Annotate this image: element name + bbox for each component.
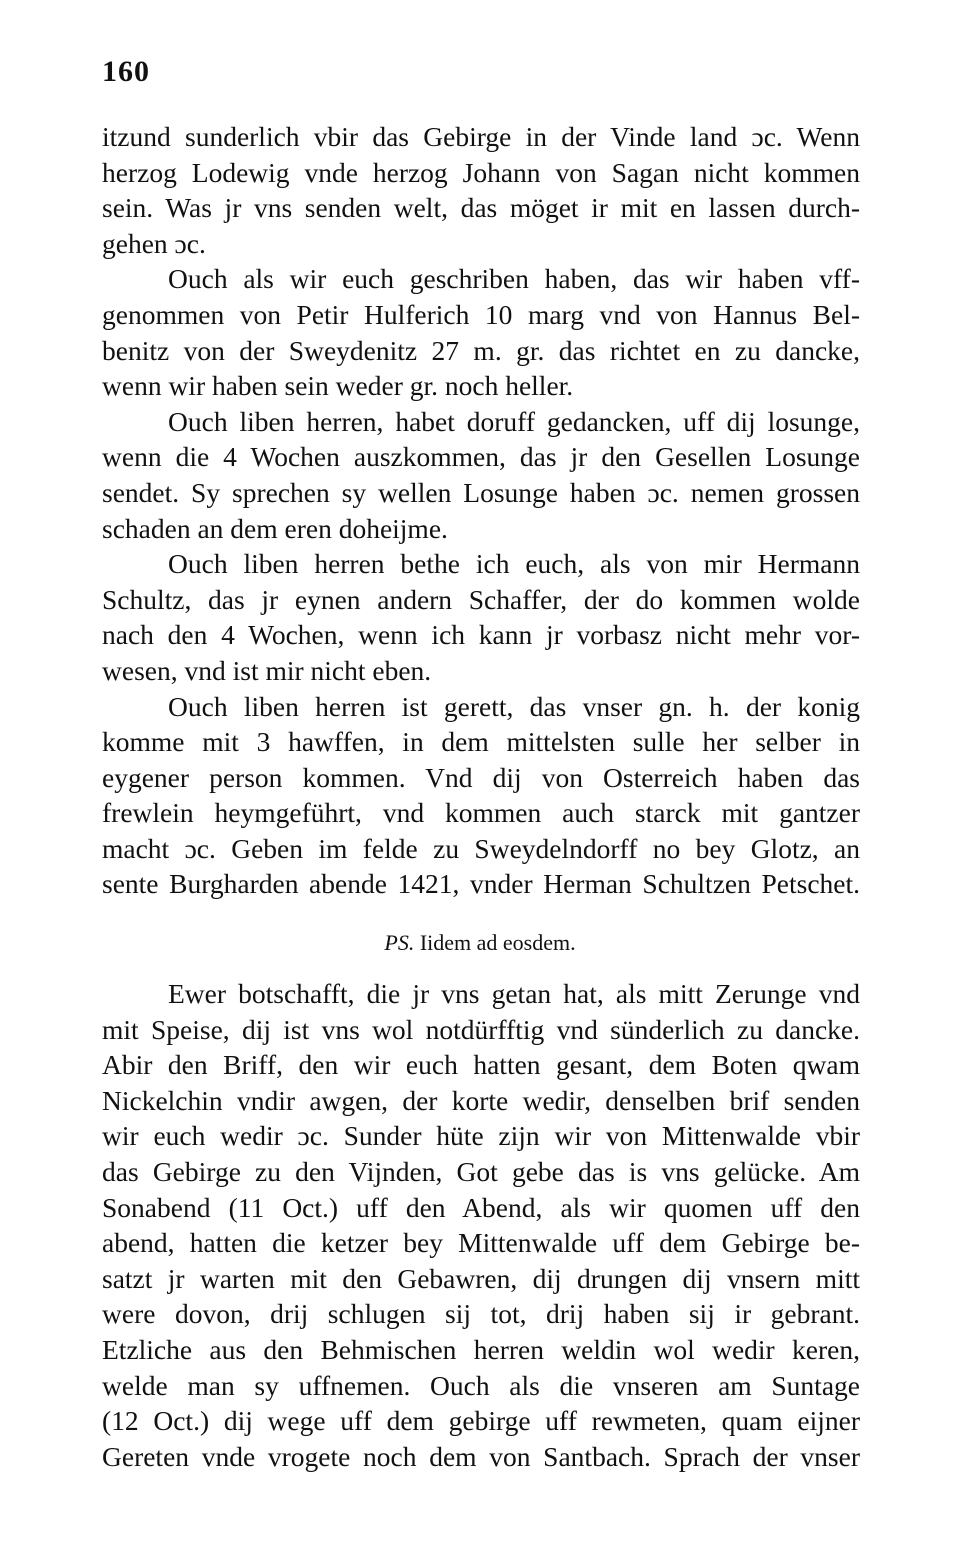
- text-line: Ouch liben herren ist gerett, das vnser gn. h. der konig: [168, 690, 860, 722]
- text-line: sendet. Sy sprechen sy wellen Losunge haben ɔc. nemen grossen: [102, 476, 860, 508]
- text-line: Schultz, das jr eynen andern Schaffer, der do kommen wolde: [102, 583, 860, 615]
- text-line: sente Burgharden abende 1421, vnder Herman Schultzen Petschet.: [102, 868, 860, 900]
- letter-body: [102, 119, 860, 902]
- text-line: gehen ɔc.: [102, 227, 206, 259]
- text-line: welde man sy uffnemen. Ouch als die vnseren am Suntage: [102, 1369, 860, 1401]
- text-line: frewlein heymgeführt, vnd kommen auch starck mit gantzer: [102, 797, 860, 829]
- text-line: Ouch als wir euch geschriben haben, das wir haben vff-: [168, 263, 860, 295]
- text-line: macht ɔc. Geben im felde zu Sweydelndorff no bey Glotz, an: [102, 832, 860, 864]
- text-line: eygener person kommen. Vnd dij von Osterreich haben das: [102, 761, 860, 793]
- text-line: itzund sunderlich vbir das Gebirge in der Vinde land ɔc. Wenn: [102, 121, 860, 152]
- text-line: Ouch liben herren bethe ich euch, als von mir Hermann: [168, 548, 860, 580]
- heading-ps: PS.: [384, 930, 415, 955]
- text-line: wesen, vnd ist mir nicht eben.: [102, 654, 432, 686]
- text-line: were dovon, drij schlugen sij tot, drij haben sij ir gebrant.: [102, 1298, 860, 1330]
- postscript-body: [102, 976, 860, 1474]
- text-line: sein. Was jr vns senden welt, das möget ir mit en lassen durch-: [102, 192, 860, 224]
- text-line: Ouch liben herren, habet doruff gedancken, uff dij losunge,: [168, 405, 860, 437]
- text-line: Abir den Briff, den wir euch hatten gesant, dem Boten qwam: [102, 1049, 860, 1081]
- text-line: wir euch wedir ɔc. Sunder hüte zijn wir von Mittenwalde vbir: [102, 1120, 860, 1152]
- text-line: benitz von der Sweydenitz 27 m. gr. das richtet en zu dancke,: [102, 334, 860, 366]
- text-line: (12 Oct.) dij wege uff dem gebirge uff rewmeten, quam eijner: [102, 1405, 860, 1437]
- text-line: das Gebirge zu den Vijnden, Got gebe das is vns gelücke. Am: [102, 1155, 860, 1187]
- text-line: herzog Lodewig vnde herzog Johann von Sagan nicht kommen: [102, 156, 860, 188]
- text-line: schaden an dem eren doheijme.: [102, 512, 448, 544]
- text-line: genommen von Petir Hulferich 10 marg vnd von Hannus Bel-: [102, 298, 860, 330]
- text-line: nach den 4 Wochen, wenn ich kann jr vorbasz nicht mehr vor-: [102, 619, 860, 651]
- page-number: 160: [102, 55, 150, 88]
- heading-title: Iidem ad eosdem.: [419, 930, 576, 955]
- text-line: satzt jr warten mit den Gebawren, dij drungen dij vnsern mitt: [102, 1262, 860, 1294]
- text-line: Sonabend (11 Oct.) uff den Abend, als wir quomen uff den: [102, 1191, 860, 1223]
- text-line: Nickelchin vndir awgen, der korte wedir, denselben brif senden: [102, 1084, 860, 1116]
- text-line: Etzliche aus den Behmischen herren weldin wol wedir keren,: [102, 1333, 860, 1365]
- text-line: Ewer botschafft, die jr vns getan hat, als mitt Zerunge vnd: [168, 978, 860, 1009]
- text-line: wenn die 4 Wochen auszkommen, das jr den Gesellen Losunge: [102, 441, 860, 473]
- section-heading: [0, 925, 960, 961]
- text-line: komme mit 3 hawffen, in dem mittelsten sulle her selber in: [102, 726, 860, 758]
- text-line: abend, hatten die ketzer bey Mittenwalde uff dem Gebirge be-: [102, 1227, 860, 1259]
- text-line: mit Speise, dij ist vns wol notdürfftig vnd sünderlich zu dancke.: [102, 1013, 860, 1045]
- text-line: wenn wir haben sein weder gr. noch heller.: [102, 370, 574, 402]
- text-line: Gereten vnde vrogete noch dem von Santbach. Sprach der vnser: [102, 1440, 860, 1472]
